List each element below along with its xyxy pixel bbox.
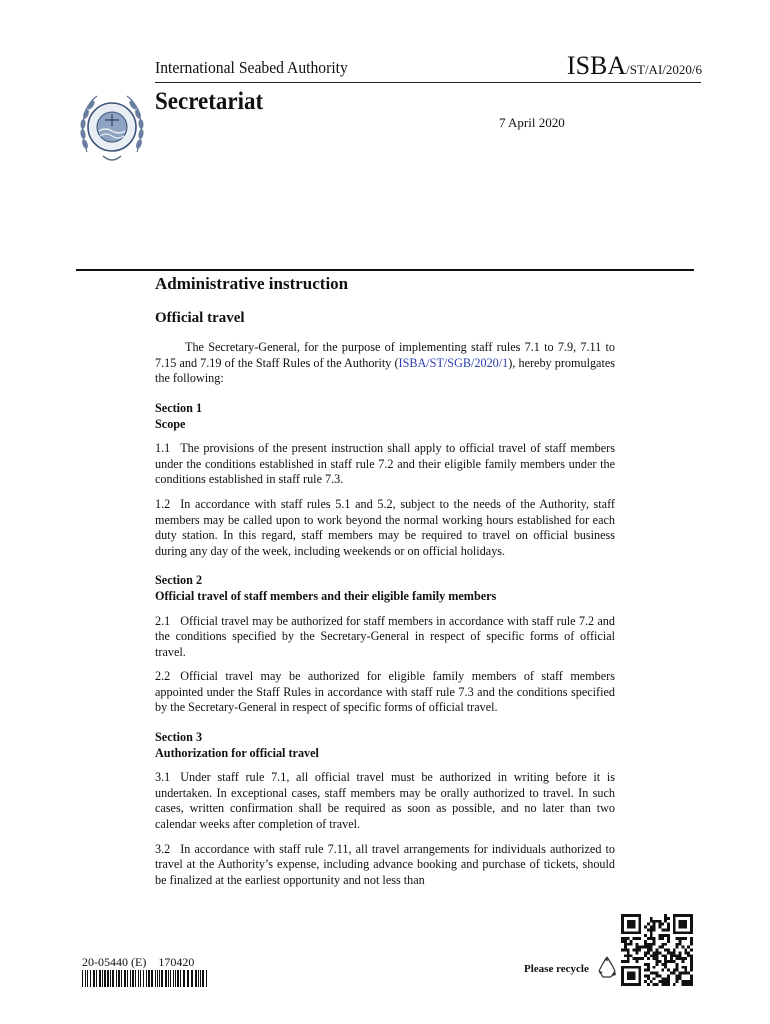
header-rule	[155, 82, 701, 83]
paragraph-text: In accordance with staff rules 5.1 and 5.2, subject to the needs of the Authority, staff members may be called upon to work beyond the normal working hours established for each duty station. In this regard, staff members may be required to travel on official business during any day of the week, including weekends or on official holidays.	[155, 496, 615, 558]
paragraph-text: Official travel may be authorized for staff members in accordance with staff rule 7.2 and the conditions specified by the Secretary-General in respect of specific forms of official travel.	[155, 613, 615, 659]
paragraph	[155, 842, 615, 889]
intro-text-after: ), hereby promulgates the following:	[155, 355, 615, 386]
paragraph-number: 2.1	[155, 613, 171, 628]
emblem-icon	[77, 90, 147, 168]
document-symbol	[567, 51, 702, 81]
paragraph-number: 1.1	[155, 441, 171, 456]
document-type-heading: Administrative instruction	[155, 274, 349, 293]
section-number: Section 3	[155, 730, 203, 745]
qr-code-icon	[621, 914, 693, 986]
intro-paragraph	[155, 340, 615, 387]
document-symbol-main: ISBA	[566, 51, 627, 80]
paragraph	[155, 669, 615, 716]
section-heading	[155, 401, 615, 432]
job-number: 20-05440 (E) 170420	[82, 955, 195, 969]
section-heading	[155, 573, 615, 604]
paragraph	[155, 614, 615, 661]
recycle-icon	[594, 954, 620, 980]
paragraph-text: The provisions of the present instruction shall apply to official travel of staff members under the conditions established in staff rule 7.2 and their eligible family members under the conditions established in staff rule 7.3.	[155, 441, 615, 487]
paragraph	[155, 441, 615, 488]
section-title: Scope	[155, 416, 186, 431]
paragraph-number: 3.1	[155, 770, 171, 785]
document-body	[155, 276, 615, 897]
document-symbol-rest: /ST/AI/2020/6	[626, 62, 702, 77]
section-number: Section 1	[155, 400, 203, 415]
section-number: Section 2	[155, 573, 203, 588]
paragraph-number: 3.2	[155, 841, 171, 856]
reference-link[interactable]: ISBA/ST/SGB/2020/1	[398, 355, 509, 370]
paragraph-number: 2.2	[155, 669, 171, 684]
section-title: Official travel of staff members and their eligible family members	[155, 588, 497, 603]
section-title: Authorization for official travel	[155, 745, 319, 760]
section-heading	[155, 730, 615, 761]
please-recycle-label: Please recycle	[524, 963, 589, 975]
document-title: Official travel	[155, 309, 245, 326]
paragraph	[155, 497, 615, 559]
secretariat-heading: Secretariat	[155, 88, 264, 115]
paragraph-text: Under staff rule 7.1, all official travel must be authorized in writing before it is undertaken. In exceptional cases, staff members may be orally authorized to travel. In such cases, written confirmation shall be required as soon as possible, and no later than two calendar weeks after completion of travel.	[155, 770, 615, 832]
intro-text-before: The Secretary-General, for the purpose of implementing staff rules 7.1 to 7.9, 7.11 to 7.15 and 7.19 of the Staff Rules of the Authority (	[155, 340, 615, 370]
header-divider	[76, 269, 694, 271]
paragraph	[155, 770, 615, 832]
paragraph-text: In accordance with staff rule 7.11, all travel arrangements for individuals authorized to travel at the Authority’s expense, including advance booking and purchase of tickets, should be finalized at the earliest opportunity and not less than	[155, 841, 615, 887]
document-date: 7 April 2020	[499, 115, 565, 130]
barcode-icon	[82, 970, 210, 987]
organization-name: International Seabed Authority	[155, 58, 348, 77]
paragraph-number: 1.2	[155, 496, 171, 511]
paragraph-text: Official travel may be authorized for eligible family members of staff members appointed under the Staff Rules in accordance with staff rule 7.3 and the conditions specified by the Secretary-General in respect of specific forms of official travel.	[155, 669, 615, 715]
